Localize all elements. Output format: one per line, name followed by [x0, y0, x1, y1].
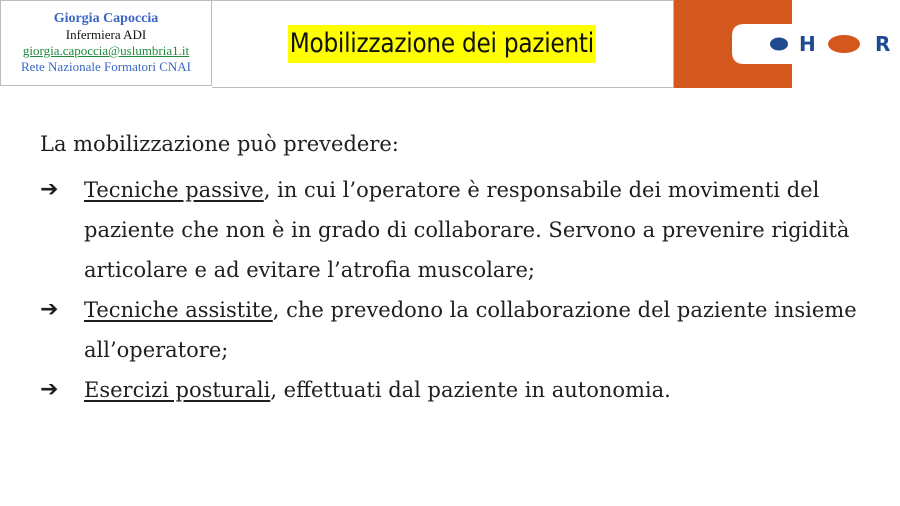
title-box	[212, 0, 674, 88]
term-passive: Tecniche passive	[84, 178, 264, 202]
author-name: Giorgia Capoccia	[53, 11, 159, 26]
arrow-bullet-icon: ➔	[40, 177, 59, 202]
list-item-postural	[40, 370, 870, 410]
author-network: Rete Nazionale Formatori CNAI	[20, 59, 192, 74]
chor-logo	[674, 0, 900, 88]
logo-orange-oval	[828, 35, 860, 53]
author-role: Infermiera ADI	[65, 27, 147, 42]
slide-title: Mobilizzazione dei pazienti	[288, 25, 596, 63]
item-text: , effettuati dal paziente in autonomia.	[270, 378, 671, 402]
author-info-box	[0, 0, 212, 86]
list-item-assisted	[40, 290, 870, 370]
slide-content	[40, 124, 870, 410]
intro-text: La mobilizzazione può prevedere:	[40, 132, 399, 156]
item-text: , in cui l’operatore è responsabile dei movimenti del paziente che non è in grado di collaborare. Servono a prevenire rigidità articolare e ad evitare l’atrofia muscolare;	[84, 178, 850, 282]
slide-header	[0, 0, 900, 88]
term-postural: Esercizi posturali	[84, 378, 271, 402]
list-item-passive	[40, 170, 870, 290]
author-email-link[interactable]: giorgia.capoccia@uslumbria1.it	[22, 43, 190, 58]
item-text: , che prevedono la collaborazione del paziente insieme all’operatore;	[84, 298, 857, 362]
chor-logo-graphic	[674, 0, 900, 88]
logo-letter-h: H	[799, 32, 816, 56]
term-assisted: Tecniche assistite	[84, 298, 273, 322]
logo-blue-dot	[770, 38, 788, 51]
arrow-bullet-icon: ➔	[40, 297, 59, 322]
logo-letter-r: R	[875, 32, 891, 56]
arrow-bullet-icon: ➔	[40, 377, 59, 402]
